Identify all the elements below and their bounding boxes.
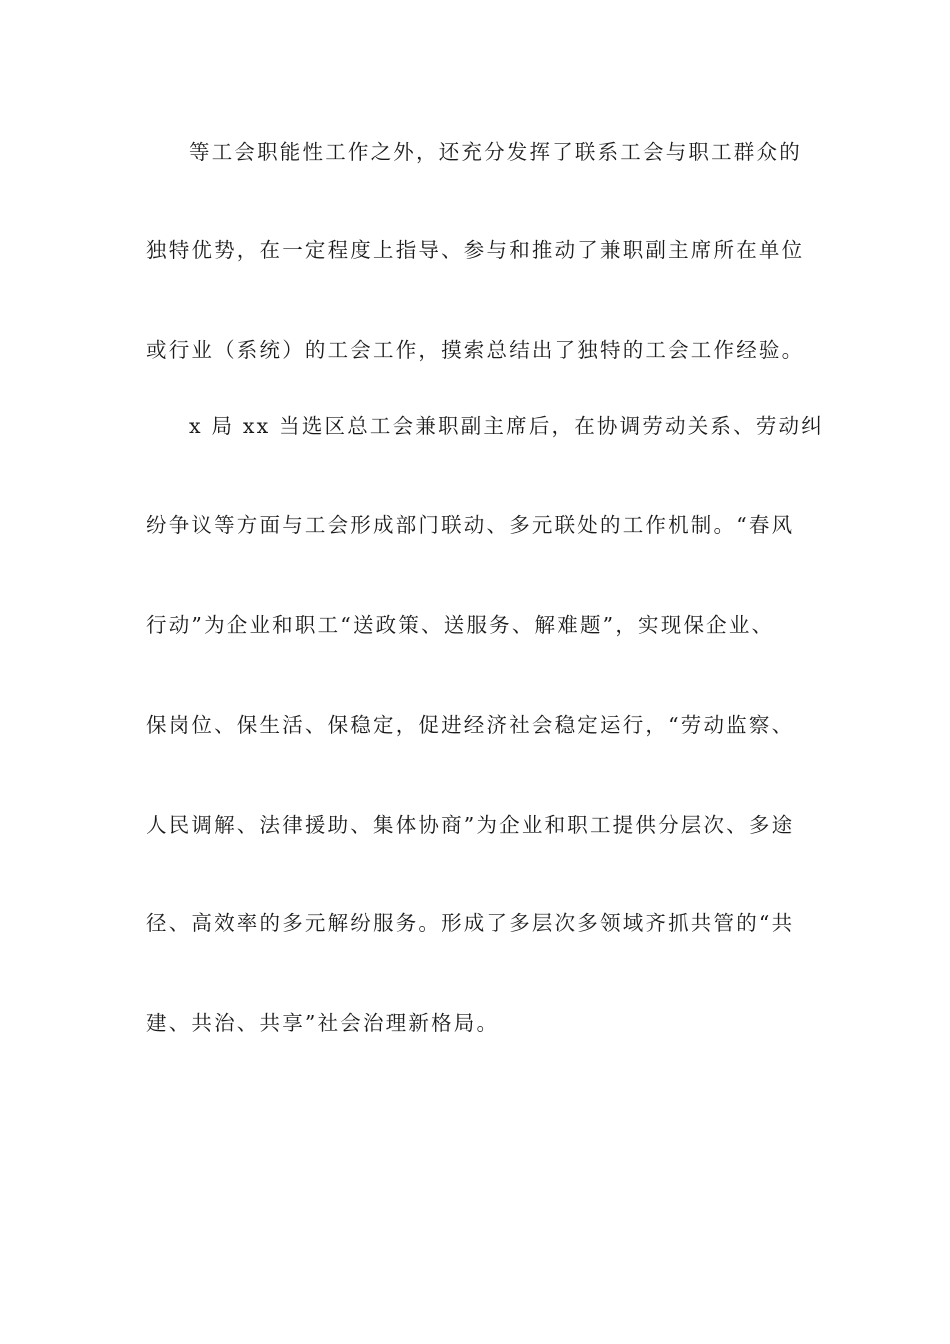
paragraph-line: 等工会职能性工作之外，还充分发挥了联系工会与职工群众的	[189, 140, 802, 164]
paragraph-line: 人民调解、法律援助、集体协商”为企业和职工提供分层次、多途	[146, 813, 795, 837]
paragraph-line: 径、高效率的多元解纷服务。形成了多层次多领域齐抓共管的“共	[146, 911, 795, 935]
paragraph-line: 或行业（系统）的工会工作，摸索总结出了独特的工会工作经验。	[146, 338, 805, 362]
paragraph-line: x 局 xx 当选区总工会兼职副主席后，在协调劳动关系、劳动纠	[189, 414, 824, 438]
paragraph-line: 独特优势，在一定程度上指导、参与和推动了兼职副主席所在单位	[146, 238, 805, 262]
paragraph-line: 保岗位、保生活、保稳定，促进经济社会稳定运行，“劳动监察、	[146, 713, 795, 737]
paragraph-line: 行动”为企业和职工“送政策、送服务、解难题”，实现保企业、	[146, 613, 775, 637]
paragraph-line: 建、共治、共享”社会治理新格局。	[146, 1011, 500, 1035]
paragraph-line: 纷争议等方面与工会形成部门联动、多元联处的工作机制。“春风	[146, 513, 795, 537]
